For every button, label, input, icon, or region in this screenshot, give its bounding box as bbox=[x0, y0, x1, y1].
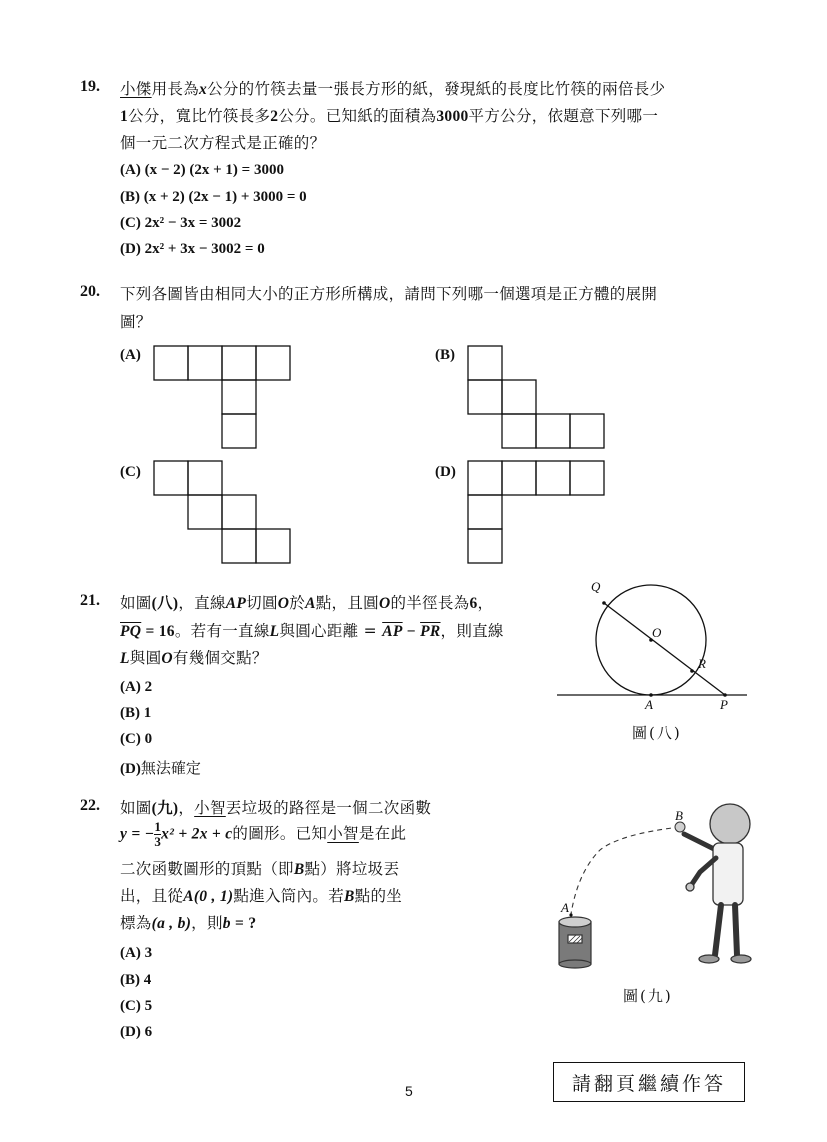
question-20-option-c[interactable]: (C) bbox=[120, 464, 141, 480]
q21-text: 有幾個交點？ bbox=[172, 649, 268, 667]
q21-text: ，直線 bbox=[178, 594, 226, 612]
q21-text: ，則直線 bbox=[440, 622, 504, 640]
q22-formula: y = − bbox=[120, 825, 155, 843]
fraction-denominator: 3 bbox=[154, 834, 162, 849]
q22-var: B bbox=[344, 888, 355, 905]
question-20-line-1: 下列各圖皆由相同大小的正方形所構成，請問下列哪一個選項是正方體的展開 bbox=[120, 285, 658, 303]
figure-9-caption: 圖(九) bbox=[623, 987, 673, 1005]
q22-text: 出，且從 bbox=[120, 887, 184, 905]
q21-var: O bbox=[277, 595, 290, 612]
question-19-option-c[interactable]: (C) 2x² − 3x = 3002 bbox=[120, 215, 242, 231]
q21-text: 於 bbox=[289, 594, 306, 612]
segment-pr: $\overline{PR}$ bbox=[420, 623, 441, 640]
question-21-option-b[interactable]: (B) 1 bbox=[120, 705, 152, 721]
q22-text: 的圖形。已知 bbox=[232, 824, 328, 843]
q21-text: 與圓 bbox=[129, 649, 162, 667]
q19-text: 用長為 bbox=[151, 80, 200, 98]
q19-var-x: x bbox=[199, 81, 208, 98]
label-a: A bbox=[561, 900, 569, 915]
question-19-line-3: 個一元二次方程式是正確的？ bbox=[120, 134, 326, 152]
question-21-option-c[interactable]: (C) 0 bbox=[120, 731, 153, 747]
question-21-number: 21. bbox=[80, 592, 100, 609]
question-19-option-a[interactable]: (A) (x − 2) (2x + 1) = 3000 bbox=[120, 162, 284, 178]
q22-text: 丟垃圾的路徑是一個二次函數 bbox=[225, 799, 432, 817]
question-19-option-d[interactable]: (D) 2x² + 3x − 3002 = 0 bbox=[120, 241, 265, 257]
q22-formula: x² + 2x + c bbox=[161, 825, 233, 843]
question-22-number: 22. bbox=[80, 797, 100, 814]
segment-pq: $\overline{PQ}$ bbox=[120, 623, 142, 640]
question-20-option-b[interactable]: (B) bbox=[435, 347, 455, 363]
q19-num: 1 bbox=[120, 108, 129, 125]
trash-can bbox=[559, 917, 591, 968]
name-xiaozhi: 小智 bbox=[327, 824, 359, 843]
label-p: P bbox=[720, 697, 728, 712]
question-19-option-b[interactable]: (B) (x + 2) (2x − 1) + 3000 = 0 bbox=[120, 189, 307, 205]
q21-text: 切圓 bbox=[246, 594, 278, 612]
parabola-path bbox=[571, 827, 680, 914]
page-number: 5 bbox=[405, 1083, 413, 1099]
q21-num: = 16 bbox=[141, 623, 175, 640]
question-20-option-a[interactable]: (A) bbox=[120, 347, 141, 363]
q21-text: − bbox=[402, 623, 421, 640]
name-xiaojie: 小傑 bbox=[120, 80, 152, 98]
q21-text: (八) bbox=[151, 595, 179, 612]
q21-var: O bbox=[378, 595, 391, 612]
name-xiaozhi: 小智 bbox=[194, 799, 226, 817]
question-22-option-b[interactable]: (B) 4 bbox=[120, 972, 152, 988]
q19-num: 3000 bbox=[436, 108, 469, 125]
q21-opt-d-label: (D) bbox=[120, 761, 141, 777]
question-22-option-d[interactable]: (D) 6 bbox=[120, 1024, 153, 1040]
q22-text: 點）將垃圾丟 bbox=[304, 860, 400, 878]
question-20-option-d[interactable]: (D) bbox=[435, 464, 456, 480]
q22-text: 點的坐 bbox=[354, 887, 403, 905]
q21-text: 。若有一直線 bbox=[174, 622, 270, 640]
q21-var: L bbox=[269, 623, 280, 640]
q21-opt-d-text: 無法確定 bbox=[140, 759, 201, 777]
label-o: O bbox=[652, 625, 662, 640]
q22-text: = ? bbox=[230, 915, 257, 932]
question-22-option-c[interactable]: (C) 5 bbox=[120, 998, 153, 1014]
q21-text: 的半徑長為 bbox=[390, 594, 470, 612]
q21-var: AP bbox=[225, 595, 247, 612]
question-20-line-2: 圖？ bbox=[120, 313, 152, 331]
person-figure bbox=[684, 804, 751, 963]
q22-text: 是在此 bbox=[358, 824, 407, 843]
q19-num: 2 bbox=[270, 108, 279, 125]
turn-page-notice: 請翻頁繼續作答 bbox=[553, 1062, 745, 1102]
q22-var: (a , b) bbox=[151, 915, 192, 932]
q21-var: O bbox=[161, 650, 173, 667]
fraction-numerator: 1 bbox=[154, 819, 162, 834]
q21-var: L bbox=[120, 650, 130, 667]
q21-text: ， bbox=[477, 594, 494, 612]
q22-text: ，則 bbox=[191, 914, 223, 932]
q22-var: A(0 , 1) bbox=[183, 888, 234, 905]
q22-var: b bbox=[222, 915, 231, 932]
q21-num: 6 bbox=[469, 595, 478, 612]
question-19-number: 19. bbox=[80, 78, 100, 95]
q21-text: 點，且圓 bbox=[315, 594, 379, 612]
figure-8-caption: 圖(八) bbox=[632, 724, 682, 742]
q19-text: 公分。已知紙的面積為 bbox=[278, 107, 437, 125]
segment-ap: $\overline{AP}$ bbox=[382, 623, 403, 640]
q22-text: 二次函數圖形的頂點（即 bbox=[120, 860, 294, 878]
label-a: A bbox=[645, 697, 653, 712]
q21-text: 與圓心距離 = bbox=[279, 622, 383, 640]
q22-text: 標為 bbox=[120, 914, 152, 932]
question-20-number: 20. bbox=[80, 283, 100, 300]
question-21-option-a[interactable]: (A) 2 bbox=[120, 679, 153, 695]
label-q: Q bbox=[591, 579, 601, 594]
q22-text: (九) bbox=[151, 800, 179, 817]
point-a bbox=[569, 913, 572, 916]
q22-text: 如圖 bbox=[120, 799, 152, 817]
q22-text: ， bbox=[178, 799, 195, 817]
q19-text: 公分的竹筷去量一張長方形的紙，發現紙的長度比竹筷的兩倍長少 bbox=[207, 80, 666, 98]
q19-text: 公分，寬比竹筷長多 bbox=[128, 107, 271, 125]
q21-text: 如圖 bbox=[120, 594, 152, 612]
label-b: B bbox=[675, 808, 683, 823]
question-22-option-a[interactable]: (A) 3 bbox=[120, 945, 153, 961]
q19-text: 平方公分，依題意下列哪一 bbox=[468, 107, 659, 125]
q22-text: 點進入筒內。若 bbox=[233, 887, 344, 905]
q21-var: A bbox=[305, 595, 316, 612]
q22-var: B bbox=[293, 861, 305, 878]
label-r: R bbox=[698, 656, 706, 671]
